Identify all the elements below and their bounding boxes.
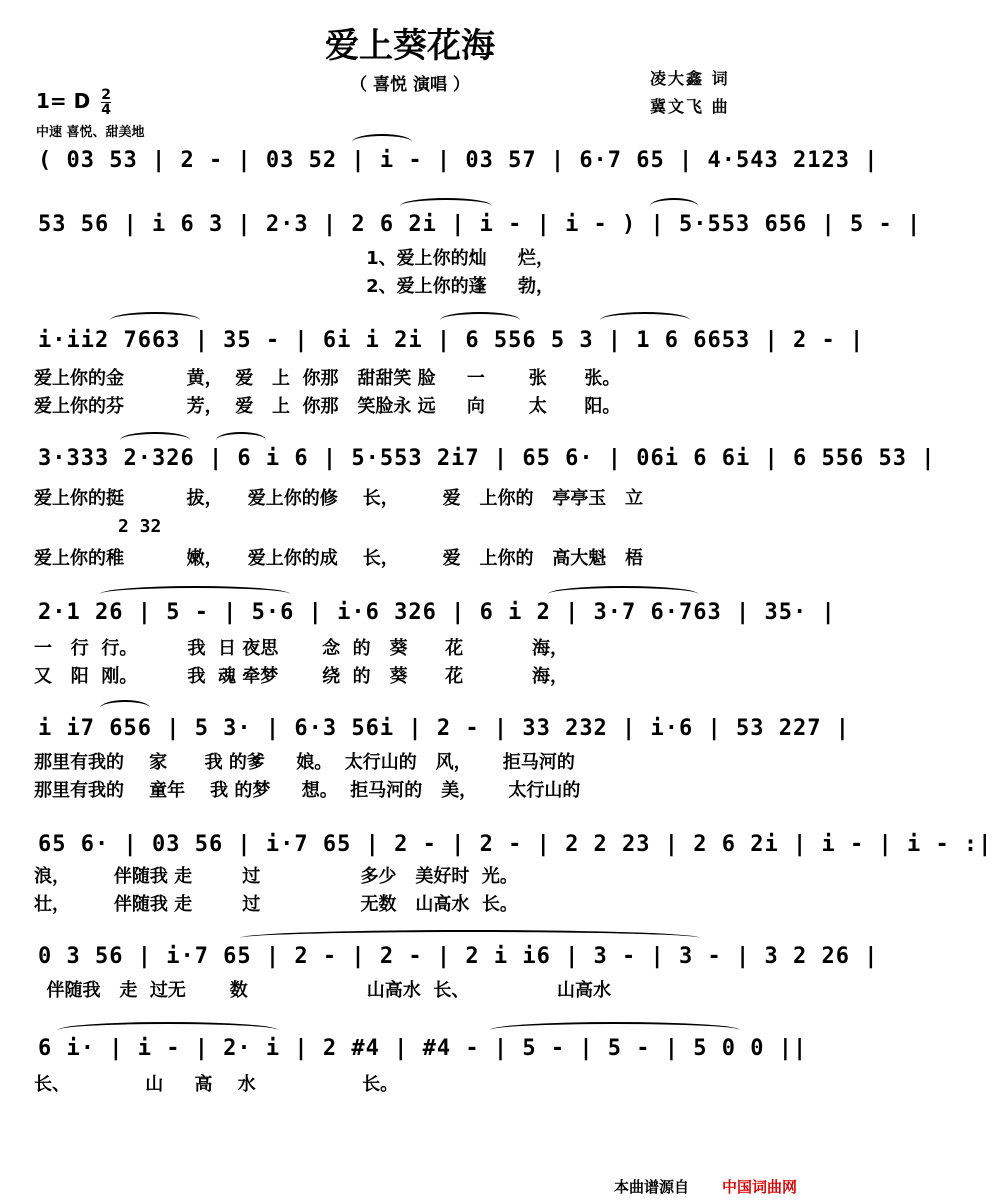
notation: 3·333 2·326 | 6 i 6 | 5·553 2i7 | 65 6· | 06i 6 6i | 6 556 53 | [38, 446, 936, 471]
slur-mark [490, 1022, 740, 1038]
notation: i·ii2 7663 | 35 - | 6i i 2i | 6 556 5 3 | 1 6 6653 | 2 - | [38, 328, 865, 353]
key-label: 1= D [36, 89, 91, 113]
notation: 6 i· | i - | 2· i | 2 #4 | #4 - | 5 - | 5 - | 5 0 0 || [38, 1036, 808, 1061]
slur-mark [100, 586, 290, 602]
time-bottom: 4 [101, 102, 111, 118]
lyric-line: 2、爱上你的蓬 勃， [34, 276, 554, 297]
slur-mark [352, 134, 412, 150]
score-line-6 [0, 710, 850, 750]
source-label: 本曲谱源自 [614, 1178, 690, 1196]
site-name: 中国词曲网 [722, 1178, 798, 1196]
alt-notation: 2 32 [118, 516, 162, 537]
lyric-line: 爱上你的芬 芳， 爱 上 你那 笑脸永 远 向 太 阳。 [34, 396, 621, 417]
lyric-line: 那里有我的 家 我 的爹 娘。 太行山的 风， 拒马河的 [34, 752, 575, 773]
lyric-line: 一 行 行。 我 日 夜思 念 的 葵 花 海， [34, 638, 568, 659]
slur-mark [120, 432, 190, 448]
notation: i i7 656 | 5 3· | 6·3 56i | 2 - | 33 232 | i·6 | 53 227 | [38, 716, 850, 741]
lyric-line: 爱上你的稚 嫩， 爱上你的成 长， 爱 上你的 高大魁 梧 [34, 548, 644, 569]
singer-credit: （ 喜悦 演唱 ） [350, 75, 470, 95]
time-signature [101, 88, 111, 117]
slur-mark [100, 700, 150, 716]
lyric-line: 1、爱上你的灿 烂， [34, 248, 554, 269]
slur-mark [400, 198, 492, 214]
composer-credit: 冀文飞 曲 [650, 97, 730, 116]
time-top: 2 [101, 87, 111, 103]
lyric-line: 伴随我 走 过无 数 山高水 长、 山高水 [34, 980, 612, 1001]
notation: 65 6· | 03 56 | i·7 65 | 2 - | 2 - | 2 2 23 | 2 6 2i | i - | i - :| [38, 832, 992, 857]
notation: ( 03 53 | 2 - | 03 52 | i - | 03 57 | 6·7 65 | 4·543 2123 | [38, 148, 879, 173]
lyric-line: 浪， 伴随我 走 过 多少 美好时 光。 [34, 866, 518, 887]
slur-mark [240, 930, 700, 946]
key-signature [36, 88, 111, 117]
notation: 2·1 26 | 5 - | 5·6 | i·6 326 | 6 i 2 | 3·7 6·763 | 35· | [38, 600, 836, 625]
lyric-line: 爱上你的金 黄， 爱 上 你那 甜甜笑 脸 一 张 张。 [34, 368, 621, 389]
lyric-line: 那里有我的 童年 我 的梦 想。 拒马河的 美， 太行山的 [34, 780, 581, 801]
slur-mark [600, 312, 690, 328]
slur-mark [650, 198, 698, 214]
score-line-3 [0, 322, 865, 362]
lyric-line: 壮， 伴随我 走 过 无数 山高水 长。 [34, 894, 518, 915]
score-line-7 [0, 826, 992, 866]
notation: 0 3 56 | i·7 65 | 2 - | 2 - | 2 i i6 | 3 - | 3 - | 3 2 26 | [38, 944, 879, 969]
tempo-marking: 中速 喜悦、甜美地 [36, 125, 145, 140]
lyric-line: 又 阳 刚。 我 魂 牵梦 绕 的 葵 花 海， [34, 666, 568, 687]
slur-mark [110, 312, 200, 328]
slur-mark [548, 586, 698, 602]
song-title: 爱上葵花海 [325, 26, 495, 66]
lyricist-credit: 凌大鑫 词 [650, 69, 730, 88]
slur-mark [440, 312, 520, 328]
slur-mark [216, 432, 266, 448]
slur-mark [58, 1022, 278, 1038]
notation: 53 56 | i 6 3 | 2·3 | 2 6 2i | i - | i - ) | 5·553 656 | 5 - | [38, 212, 922, 237]
lyric-line: 爱上你的挺 拔， 爱上你的修 长， 爱 上你的 亭亭玉 立 [34, 488, 644, 509]
lyric-line: 长、 山 高 水 长。 [34, 1074, 399, 1095]
